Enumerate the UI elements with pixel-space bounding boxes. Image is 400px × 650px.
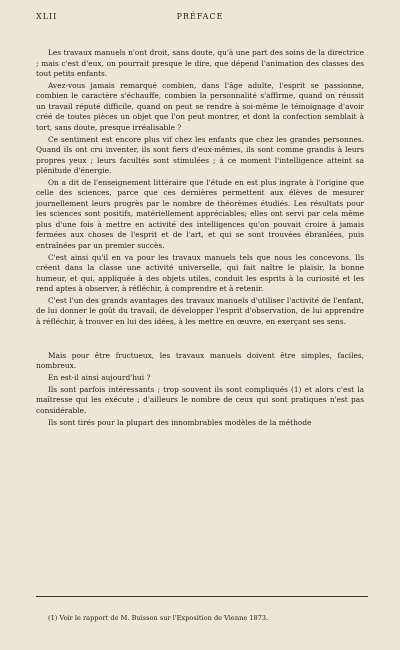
paragraph: C'est ainsi qu'il en va pour les travaux manuels tels que nous les concevons. Ils créent dans la classe une activité universelle, qui fait naître le plaisir, la bonne humeur, et qui, appliquée à des objets utiles, conduit les esprits à la curiosité et les rend aptes à observer, à réfléchir, à comprendre et à retenir.	[36, 252, 364, 294]
paragraph: Ce sentiment est encore plus vif chez les enfants que chez les grandes personnes. Quand ils ont cru inventer, ils sont fiers d'eux-mêmes, ils sont comme grandis à leurs propres yeux ; leurs facultés sont stimulées ; à ce moment l'intelligence atteint sa plénitude d'énergie.	[36, 134, 364, 176]
paragraph: Ils sont tirés pour la plupart des innombrables modèles de la méthode	[48, 417, 312, 427]
footnote: (1) Voir le rapport de M. Buisson sur l'Exposition de Vienne 1873.	[48, 614, 269, 622]
body-text-bottom	[36, 351, 364, 428]
paragraph: On a dit de l'enseignement littéraire que l'étude en est plus ingrate à l'origine que celle des sciences, parce que ces dernières permettent aux élèves de mesurer journellement leurs progrès par le nombre de théorèmes étudiés. Les résultats pour les sciences sont positifs, matériellement appréciables; elles ont servi par cela même plus d'une fois à mettre en activité des intelligences qu'on pouvait croire à jamais fermées aux choses de l'esprit et de l'art, et qui se sont trouvées ébranlées, puis entraînées par un premier succès.	[36, 177, 364, 250]
paragraph: Mais pour être fructueux, les travaux manuels doivent être simples, faciles, nombreux.	[36, 350, 364, 371]
paragraph: C'est l'un des grands avantages des travaux manuels d'utiliser l'activité de l'enfant, de lui donner le goût du travail, de développer l'esprit d'observation, de lui apprendre à réfléchir, à trouver en lui des idées, à les mettre en œuvre, en exerçant ses sens.	[36, 295, 364, 326]
paragraph: En est-il ainsi aujourd'hui ?	[48, 373, 151, 383]
paragraph: Avez-vous jamais remarqué combien, dans l'âge adulte, l'esprit se passionne, combien le caractère s'échauffe, combien la personnalité s'affirme, quand on réussit un travail réputé difficile, quand on peut se rendre à soi-même le témoignage d'avoir créé de toutes pièces un objet que l'on peut montrer, et dont la confection semblait à tort, sans doute, presque irréalisable ?	[36, 80, 364, 132]
footnote-rule	[36, 596, 368, 597]
paragraph: Ils sont parfois intéressants ; trop souvent ils sont compliqués (1) et alors c'est la maîtresse qui les exécute ; d'ailleurs le nombre de ceux qui sont pratiques n'est pas considérable.	[36, 384, 364, 415]
page-number: XLII	[36, 12, 58, 21]
page-header	[36, 12, 364, 26]
body-text-top	[36, 48, 364, 327]
section-gap	[36, 329, 364, 351]
running-title: PRÉFACE	[176, 12, 224, 21]
paragraph: Les travaux manuels n'ont droit, sans doute, qu'à une part des soins de la directrice ; mais c'est d'eux, on pourrait presque le dire, que dépend l'animation des classes des tout petits enfants.	[36, 48, 364, 78]
